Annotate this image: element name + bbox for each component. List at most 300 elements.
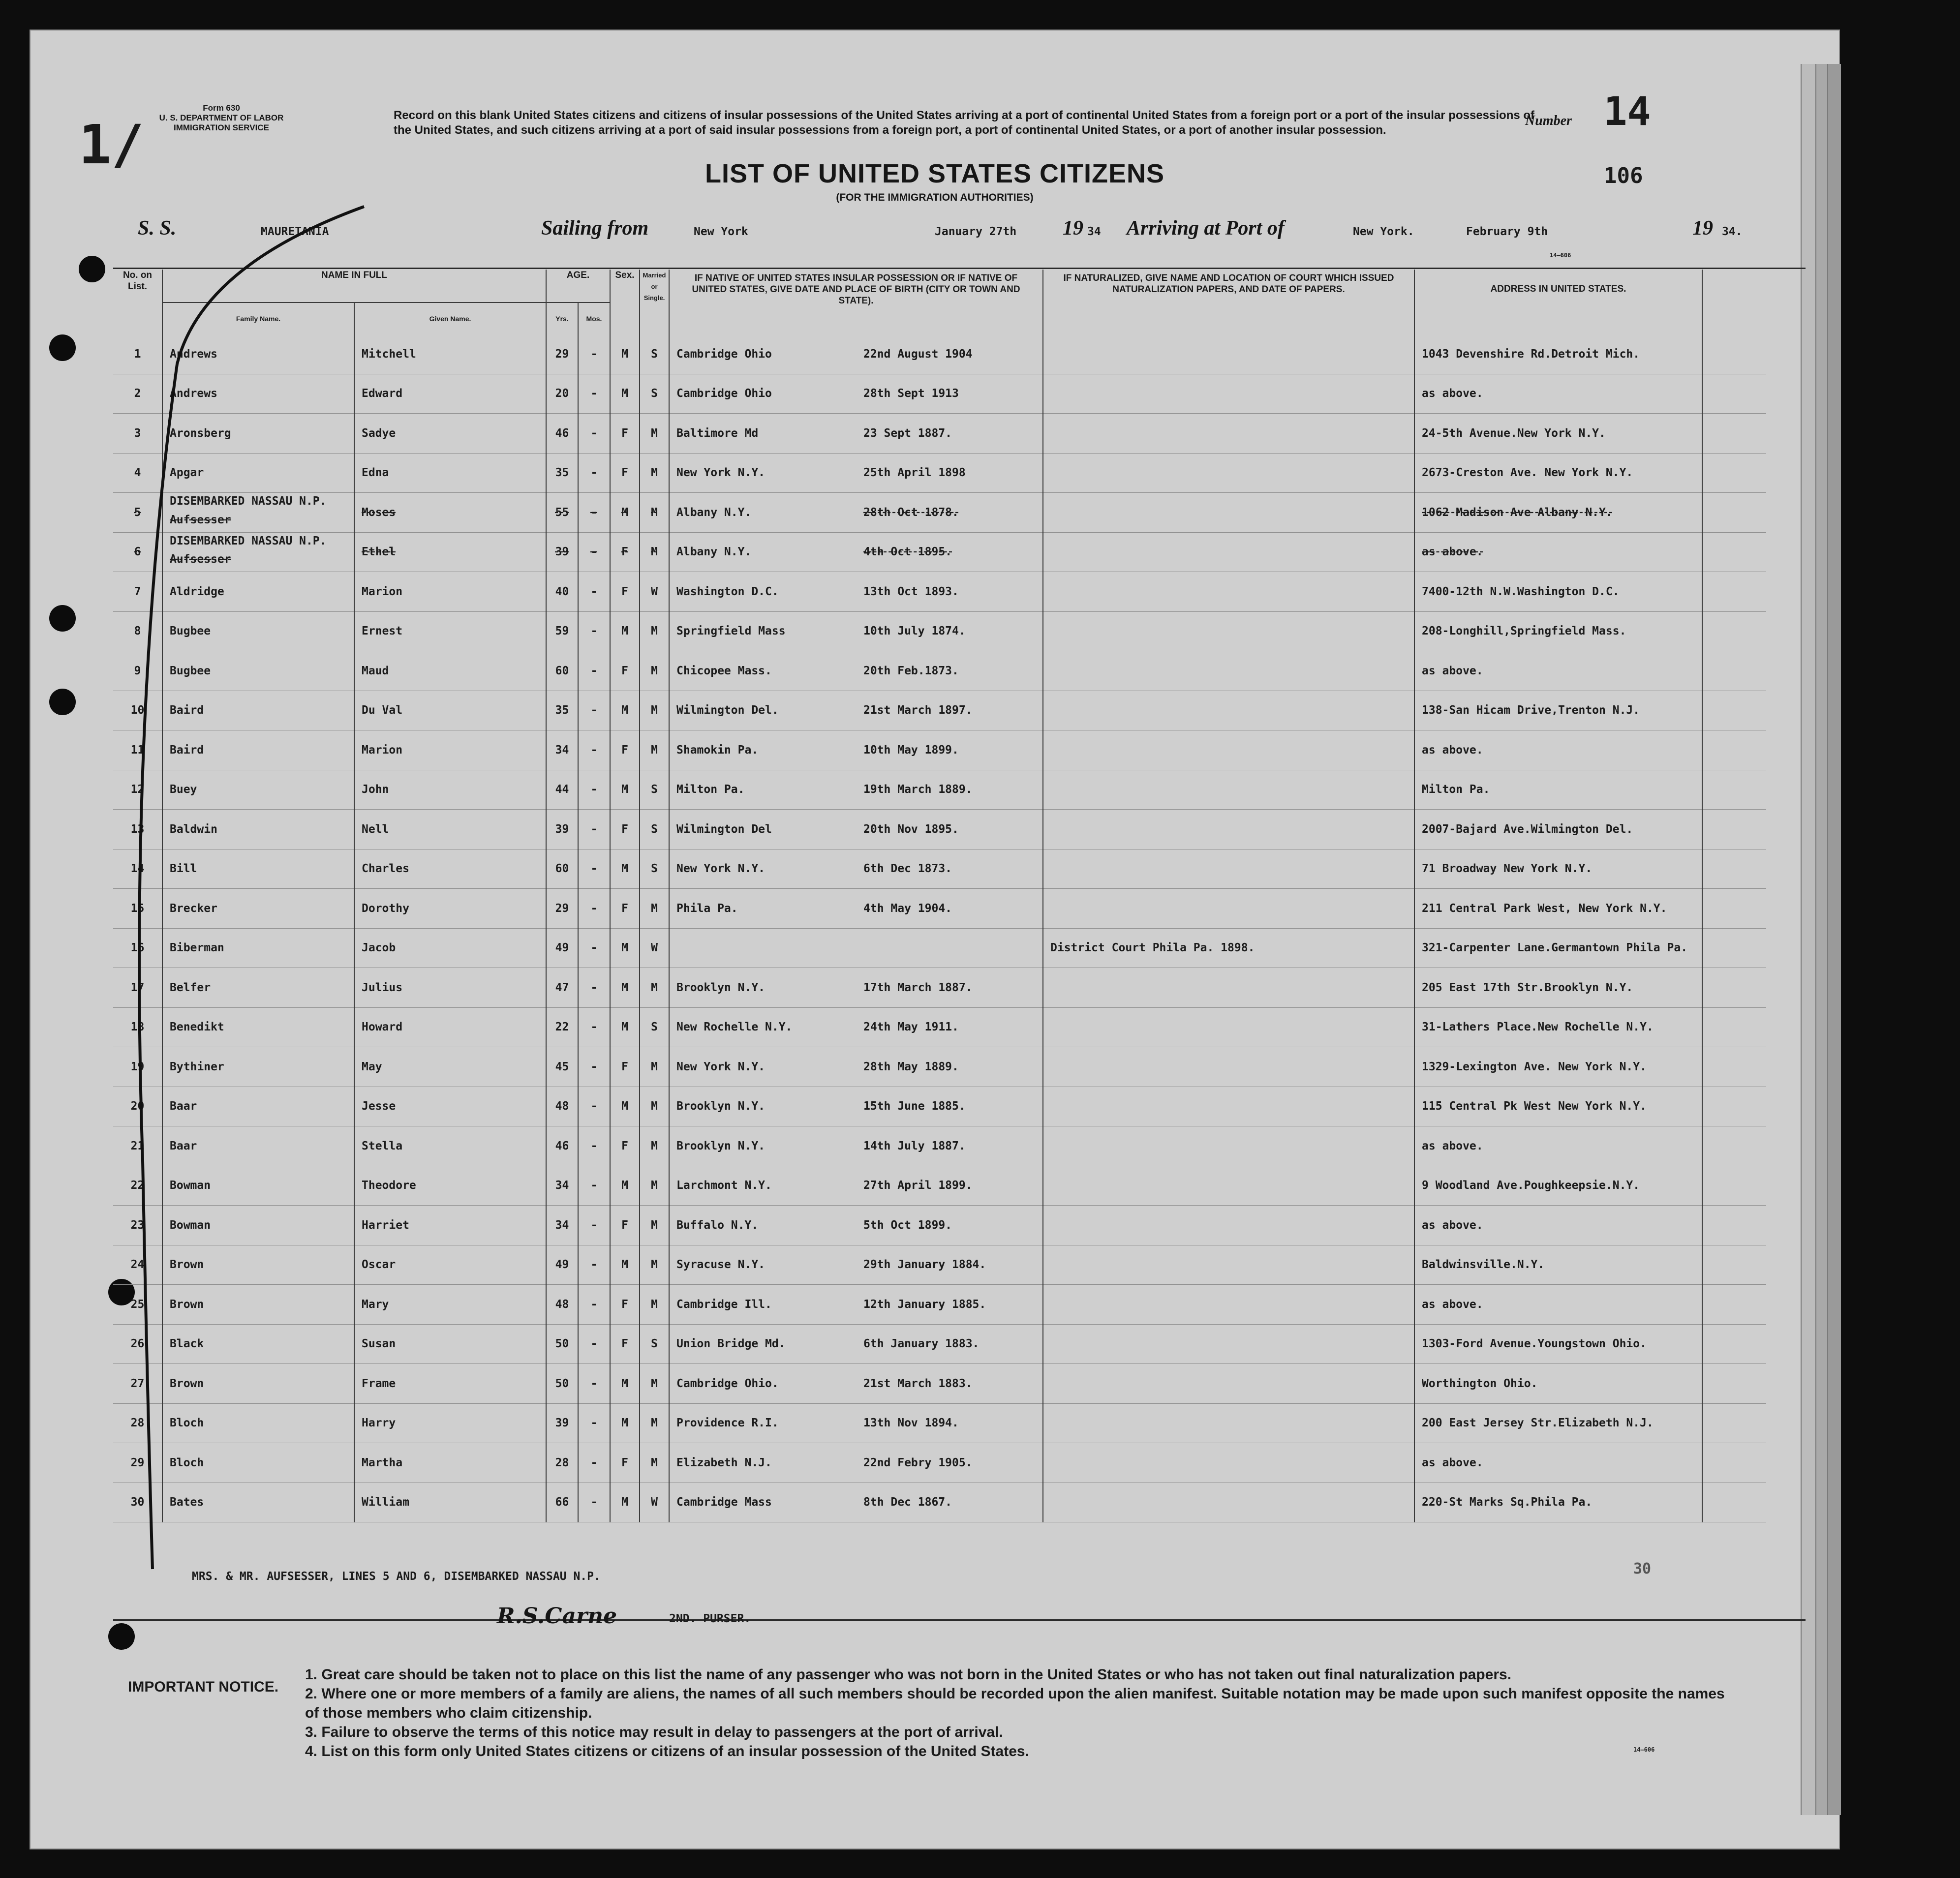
address: 1043 Devenshire Rd.Detroit Mich. [1414,334,1702,374]
sex: M [610,849,640,889]
age-years: 49 [546,1245,578,1285]
family-name: Baird [162,730,354,770]
age-months: - [578,810,610,849]
birth-date: 20th Nov 1895. [863,822,959,836]
row-number: 7 [113,572,162,612]
given-name: Ernest [354,611,546,651]
row-number: 28 [113,1403,162,1443]
row-number: 18 [113,1007,162,1047]
disembarked-note: DISEMBARKED NASSAU N.P. [170,495,327,508]
marital-status: M [640,611,669,651]
age-years: 29 [546,889,578,929]
age-months: - [578,651,610,691]
sex: M [610,334,640,374]
given-name: Harriet [354,1206,546,1245]
sex: F [610,1206,640,1245]
age-months: - [578,572,610,612]
sex: F [610,1047,640,1087]
given-name: John [354,770,546,810]
address: as above. [1414,730,1702,770]
birth-place: New Rochelle N.Y. [676,1021,793,1034]
birth-date: 24th May 1911. [863,1021,959,1034]
birth-date: 4th Oct 1895. [863,545,952,559]
year-prefix: 19 [1063,217,1083,240]
age-months: - [578,968,610,1008]
address: as above. [1414,1443,1702,1483]
sailing-date: January 27th [935,225,1017,238]
marital-status: M [640,889,669,929]
family-name: Bugbee [162,611,354,651]
given-name: Stella [354,1126,546,1166]
purser-signature: R.S.Carne [497,1604,617,1629]
family-name: Baldwin [162,810,354,849]
birth-place: New York N.Y. [676,1060,766,1073]
col-address: ADDRESS IN UNITED STATES. [1414,270,1702,334]
row-number: 2 [113,374,162,414]
given-name: Theodore [354,1166,546,1206]
ship-name: MAURETANIA [261,225,329,238]
department: U. S. DEPARTMENT OF LABOR [159,113,284,122]
birth-place: Providence R.I. [676,1417,779,1430]
col-no: No. on List. [122,270,153,292]
age-months: - [578,453,610,493]
row-number: 12 [113,770,162,810]
family-name: Black [162,1324,354,1364]
arriving-port: New York. [1353,225,1414,238]
birth-place: Elizabeth N.J. [676,1456,772,1469]
birth-date: 17th March 1887. [863,981,973,994]
marital-status: M [640,1443,669,1483]
sex: M [610,770,640,810]
birth-place: Cambridge Ohio [676,387,772,400]
age-years: 44 [546,770,578,810]
birth-date: 21st March 1897. [863,704,973,717]
family-name: Baar [162,1126,354,1166]
row-number: 17 [113,968,162,1008]
birth-date: 15th June 1885. [863,1100,966,1113]
row-number: 29 [113,1443,162,1483]
age-months: - [578,1166,610,1206]
sex: F [610,572,640,612]
row-number: 19 [113,1047,162,1087]
sex: M [610,928,640,968]
address: 220-St Marks Sq.Phila Pa. [1414,1483,1702,1522]
given-name: Maud [354,651,546,691]
birth-date: 28th May 1889. [863,1060,959,1073]
record-instructions: Record on this blank United States citizens and citizens of insular possessions of the United States arriving at a port of continental United States from a foreign port or a port of the insular possessions of the United States, and such citizens arriving at a port of said insular possessions from a foreign port, a port of continental United States, or a port of another insular possession. [394,109,1535,137]
age-years: 46 [546,1126,578,1166]
family-name: Bloch [162,1443,354,1483]
given-name: Jesse [354,1087,546,1126]
birth-place: Brooklyn N.Y. [676,1139,766,1152]
age-months: - [578,1126,610,1166]
row-number: 3 [113,414,162,454]
sailing-label: Sailing from [541,217,649,240]
address: 1329-Lexington Ave. New York N.Y. [1414,1047,1702,1087]
birth-place: Cambridge Ohio [676,347,772,361]
birth-place: Milton Pa. [676,783,745,796]
page-title: LIST OF UNITED STATES CITIZENS [705,159,1164,188]
marital-status: S [640,1324,669,1364]
given-name: Moses [354,493,546,533]
family-name: Aufsesser [170,553,231,566]
birth-place: Albany N.Y. [676,545,752,559]
remark-line: MRS. & MR. AUFSESSER, LINES 5 AND 6, DISEMBARKED NASSAU N.P. [192,1570,601,1583]
family-name: Bugbee [162,651,354,691]
row-number: 15 [113,889,162,929]
family-name: Buey [162,770,354,810]
family-name: Baird [162,691,354,730]
birth-place: Cambridge Mass [676,1496,772,1509]
sex: F [610,810,640,849]
birth-place: Cambridge Ohio. [676,1377,779,1390]
address: 2007-Bajard Ave.Wilmington Del. [1414,810,1702,849]
col-family-name: Family Name. [162,303,354,334]
ss-label: S. S. [138,217,177,240]
given-name: Nell [354,810,546,849]
age-months: - [578,730,610,770]
address: 1303-Ford Avenue.Youngstown Ohio. [1414,1324,1702,1364]
age-months: - [578,770,610,810]
row-number: 21 [113,1126,162,1166]
age-months: - [578,1364,610,1404]
address: as above. [1414,1206,1702,1245]
birth-place: Syracuse N.Y. [676,1258,766,1272]
sex: F [610,1126,640,1166]
age-months: - [578,611,610,651]
marital-status: M [640,414,669,454]
address: as above. [1414,1285,1702,1325]
birth-place: New York N.Y. [676,862,766,876]
marital-status: W [640,1483,669,1522]
age-years: 47 [546,968,578,1008]
form-code: 14—606 [1550,252,1571,259]
given-name: Susan [354,1324,546,1364]
given-name: Du Val [354,691,546,730]
address: 321-Carpenter Lane.Germantown Phila Pa. [1414,928,1702,968]
row-number: 25 [113,1285,162,1325]
address: 200 East Jersey Str.Elizabeth N.J. [1414,1403,1702,1443]
age-years: 34 [546,1166,578,1206]
birth-date: 28th Oct 1878. [863,506,959,519]
sex: M [610,1007,640,1047]
sex: F [610,1285,640,1325]
family-name: Bates [162,1483,354,1522]
address: 9 Woodland Ave.Poughkeepsie.N.Y. [1414,1166,1702,1206]
age-years: 45 [546,1047,578,1087]
given-name: Mitchell [354,334,546,374]
address: 31-Lathers Place.New Rochelle N.Y. [1414,1007,1702,1047]
given-name: May [354,1047,546,1087]
age-years: 20 [546,374,578,414]
age-years: 39 [546,1403,578,1443]
number-label: Number [1525,113,1572,128]
family-name: Biberman [162,928,354,968]
family-name: Bowman [162,1206,354,1245]
birth-date: 14th July 1887. [863,1139,966,1152]
row-number: 8 [113,611,162,651]
sex: M [610,374,640,414]
sheet-count: 30 [1633,1560,1652,1577]
marital-status: M [640,1047,669,1087]
col-mos: Mos. [578,303,610,334]
age-years: 50 [546,1324,578,1364]
marital-status: S [640,849,669,889]
birth-date: 6th Dec 1873. [863,862,952,876]
sex: M [610,611,640,651]
address: Milton Pa. [1414,770,1702,810]
birth-place: Brooklyn N.Y. [676,1100,766,1113]
marital-status: S [640,1007,669,1047]
birth-place: Washington D.C. [676,585,779,598]
address: as above. [1414,1126,1702,1166]
marital-status: M [640,453,669,493]
age-months: - [578,1483,610,1522]
age-months: - [578,928,610,968]
sex: M [610,1245,640,1285]
col-native: IF NATIVE OF UNITED STATES INSULAR POSSESSION OR IF NATIVE OF UNITED STATES, GIVE DATE AND PLACE OF BIRTH (CITY OR TOWN AND STATE). [669,270,1043,334]
birth-date: 6th January 1883. [863,1337,980,1351]
row-number: 5 [113,493,162,533]
address: as above. [1414,651,1702,691]
marital-status: S [640,810,669,849]
marital-status: M [640,493,669,533]
age-months: - [578,1443,610,1483]
given-name: Marion [354,730,546,770]
sex: M [610,493,640,533]
naturalization: District Court Phila Pa. 1898. [1043,928,1414,968]
notice-heading: IMPORTANT NOTICE. [128,1679,279,1695]
birth-date: 5th Oct 1899. [863,1218,952,1232]
birth-date: 23 Sept 1887. [863,426,952,440]
col-sex: Sex. [610,270,640,334]
age-years: 66 [546,1483,578,1522]
sex: M [610,1364,640,1404]
given-name: Martha [354,1443,546,1483]
address: 24-5th Avenue.New York N.Y. [1414,414,1702,454]
given-name: Dorothy [354,889,546,929]
birth-date: 12th January 1885. [863,1298,986,1311]
address: 205 East 17th Str.Brooklyn N.Y. [1414,968,1702,1008]
given-name: Charles [354,849,546,889]
family-name: Andrews [162,374,354,414]
col-yrs: Yrs. [546,303,578,334]
age-years: 29 [546,334,578,374]
col-age: AGE. [546,270,610,303]
age-years: 39 [546,532,578,572]
age-years: 50 [546,1364,578,1404]
service: IMMIGRATION SERVICE [174,123,269,132]
age-years: 48 [546,1087,578,1126]
age-months: - [578,532,610,572]
age-years: 60 [546,651,578,691]
given-name: Frame [354,1364,546,1404]
birth-place: Union Bridge Md. [676,1337,786,1351]
sex: F [610,889,640,929]
birth-date: 4th May 1904. [863,902,952,915]
sailing-port: New York [694,225,748,238]
given-name: Ethel [354,532,546,572]
given-name: Howard [354,1007,546,1047]
age-years: 39 [546,810,578,849]
family-name: Bowman [162,1166,354,1206]
form-code-bottom: 14—606 [1633,1746,1655,1753]
address: as above. [1414,532,1702,572]
age-years: 28 [546,1443,578,1483]
arriving-label: Arriving at Port of [1127,217,1285,240]
row-number: 1 [113,334,162,374]
row-number: 13 [113,810,162,849]
row-number: 26 [113,1324,162,1364]
sex: M [610,1483,640,1522]
marital-status: M [640,651,669,691]
sex: F [610,453,640,493]
birth-place: Larchmont N.Y. [676,1179,772,1192]
age-years: 46 [546,414,578,454]
age-months: - [578,1087,610,1126]
notice-item: 4. List on this form only United States citizens or citizens of an insular possession of the United States. [305,1743,1029,1759]
birth-date: 28th Sept 1913 [863,387,959,400]
row-number: 24 [113,1245,162,1285]
age-months: - [578,334,610,374]
age-years: 48 [546,1285,578,1325]
arriving-date: February 9th [1466,225,1548,238]
age-years: 35 [546,453,578,493]
marital-status: M [640,1126,669,1166]
age-years: 59 [546,611,578,651]
sex: F [610,414,640,454]
age-months: - [578,1403,610,1443]
row-number: 9 [113,651,162,691]
birth-place: Springfield Mass [676,625,786,638]
family-name: Baar [162,1087,354,1126]
family-name: Brown [162,1364,354,1404]
birth-place: Brooklyn N.Y. [676,981,766,994]
age-months: - [578,414,610,454]
birth-place: Chicopee Mass. [676,664,772,677]
family-name: Brown [162,1245,354,1285]
page-subtitle: (FOR THE IMMIGRATION AUTHORITIES) [836,192,1034,203]
birth-place: Phila Pa. [676,902,738,915]
sex: F [610,730,640,770]
birth-place: Buffalo N.Y. [676,1218,759,1232]
sex: F [610,1324,640,1364]
age-months: - [578,1285,610,1325]
row-number: 23 [113,1206,162,1245]
family-name: Aufsesser [170,513,231,526]
given-name: Sadye [354,414,546,454]
given-name: Oscar [354,1245,546,1285]
address: 7400-12th N.W.Washington D.C. [1414,572,1702,612]
given-name: Edna [354,453,546,493]
family-name: Benedikt [162,1007,354,1047]
age-months: - [578,691,610,730]
marital-status: M [640,1206,669,1245]
age-years: 35 [546,691,578,730]
birth-place: Albany N.Y. [676,506,752,519]
age-years: 34 [546,730,578,770]
family-name: Andrews [162,334,354,374]
age-years: 40 [546,572,578,612]
marital-status: M [640,1364,669,1404]
birth-date: 8th Dec 1867. [863,1496,952,1509]
marital-status: M [640,532,669,572]
birth-date: 10th May 1899. [863,743,959,757]
address: 2673-Creston Ave. New York N.Y. [1414,453,1702,493]
col-naturalized: IF NATURALIZED, GIVE NAME AND LOCATION OF COURT WHICH ISSUED NATURALIZATION PAPERS, AND DATE OF PAPERS. [1043,270,1414,334]
address: 1062 Madison Ave Albany N.Y. [1414,493,1702,533]
family-name: Brecker [162,889,354,929]
marital-status: M [640,968,669,1008]
row-number: 11 [113,730,162,770]
year-suffix: 34 [1087,225,1101,238]
marital-status: W [640,928,669,968]
address: 208-Longhill,Springfield Mass. [1414,611,1702,651]
birth-place: Wilmington Del [676,822,772,836]
age-months: - [578,1206,610,1245]
row-number: 22 [113,1166,162,1206]
sex: F [610,1443,640,1483]
age-months: - [578,1047,610,1087]
row-number: 16 [113,928,162,968]
sex: M [610,1166,640,1206]
family-name: Bloch [162,1403,354,1443]
given-name: Julius [354,968,546,1008]
marital-status: W [640,572,669,612]
birth-date: 25th April 1898 [863,466,966,480]
sex: F [610,532,640,572]
address: Baldwinsville.N.Y. [1414,1245,1702,1285]
arriving-year-prefix: 19 [1692,217,1713,240]
arriving-year: 34. [1722,225,1743,238]
given-name: Harry [354,1403,546,1443]
birth-date: 27th April 1899. [863,1179,973,1192]
row-number: 27 [113,1364,162,1404]
age-months: - [578,493,610,533]
notice-item: 1. Great care should be taken not to place on this list the name of any passenger who was not born in the United States or who has not taken out final naturalization papers. [305,1666,1512,1683]
col-name-in-full: NAME IN FULL [162,270,546,303]
marital-status: S [640,334,669,374]
age-years: 34 [546,1206,578,1245]
address: 211 Central Park West, New York N.Y. [1414,889,1702,929]
birth-place: New York N.Y. [676,466,766,480]
row-number: 4 [113,453,162,493]
birth-date: 29th January 1884. [863,1258,986,1272]
birth-date: 21st March 1883. [863,1377,973,1390]
birth-date: 22nd August 1904 [863,347,973,361]
age-months: - [578,849,610,889]
handwritten-bracket [30,30,1840,1849]
manifest-page [30,30,1840,1849]
row-number: 30 [113,1483,162,1522]
birth-place: Shamokin Pa. [676,743,759,757]
marital-status: M [640,1285,669,1325]
family-name: Bill [162,849,354,889]
given-name: Marion [354,572,546,612]
address: as above. [1414,374,1702,414]
address: Worthington Ohio. [1414,1364,1702,1404]
marital-status: S [640,770,669,810]
marital-status: M [640,1245,669,1285]
form-number: Form 630 [203,103,240,113]
age-years: 55 [546,493,578,533]
address: 115 Central Pk West New York N.Y. [1414,1087,1702,1126]
age-months: - [578,1324,610,1364]
row-number: 10 [113,691,162,730]
col-married: Married or Single. [640,270,669,334]
notice-item: 3. Failure to observe the terms of this notice may result in delay to passengers at the port of arrival. [305,1724,1003,1740]
age-months: - [578,374,610,414]
